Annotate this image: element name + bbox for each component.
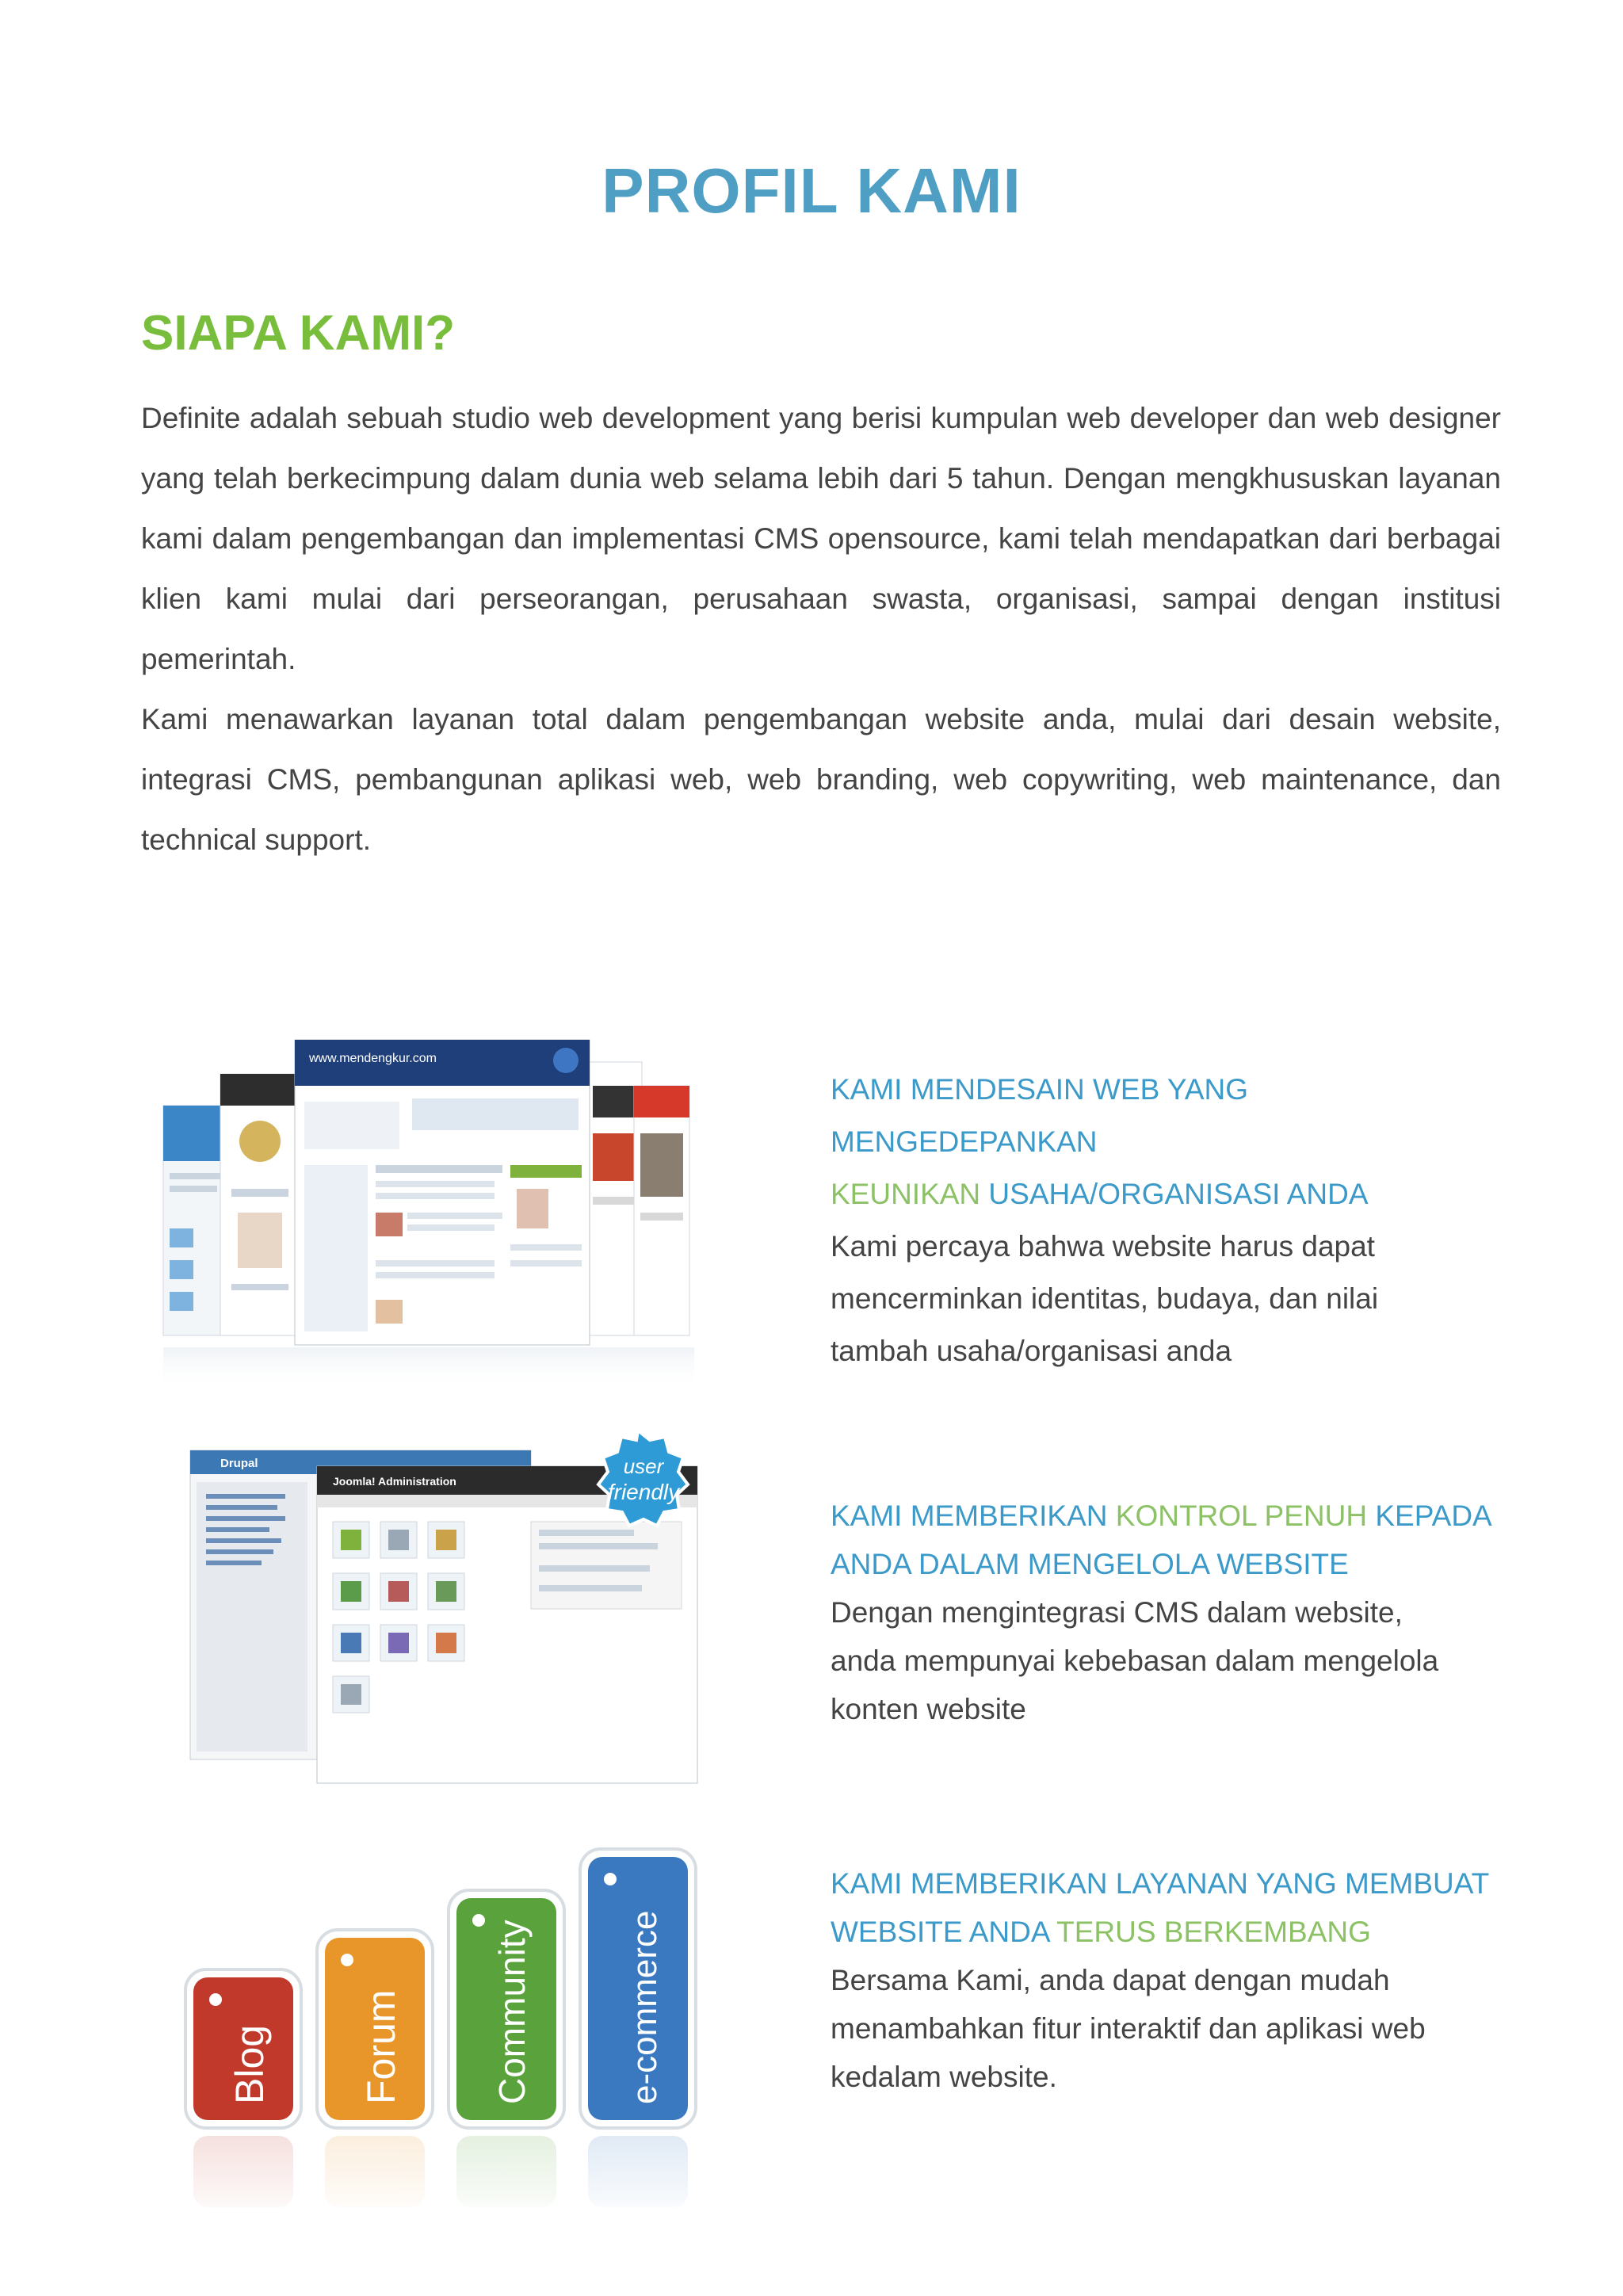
joomla-label: Joomla! Administration (333, 1475, 456, 1488)
feature-tags-image (182, 1843, 721, 2223)
feature-3-body (831, 1956, 1512, 2101)
tag-ecommerce (580, 1849, 696, 2128)
feature-3-body-line: Bersama Kami, anda dapat dengan mudah (831, 1964, 1390, 1996)
intro-paragraph-1: Definite adalah sebuah studio web development yang berisi kumpulan web developer dan web designer yang telah berkecimpung dalam dunia web selama lebih dari 5 tahun. Dengan mengkhususkan layanan kami dalam pengembangan dan implementasi CMS opensource, kami telah mendapatkan dari berbagai klien kami mulai dari perseorangan, perusahaan swasta, organisasi, sampai dengan institusi pemerintah. (141, 402, 1501, 675)
feature-1-heading-part2: USAHA/ORGANISASI ANDA (980, 1178, 1369, 1210)
badge-text-line2: friendly (607, 1480, 680, 1504)
mockup-site-url: www.mendengkur.com (309, 1052, 437, 1065)
tag-blog-label: Blog (227, 2024, 272, 2104)
mockup-card-right (586, 1062, 689, 1335)
feature-3-body-line: menambahkan fitur interaktif dan aplikasi web (831, 2012, 1426, 2045)
feature-3-heading-part1: KAMI MEMBERIKAN LAYANAN YANG MEMBUAT (831, 1867, 1490, 1900)
feature-3-heading-accent: TERUS BERKEMBANG (1056, 1916, 1371, 1948)
intro-paragraph-2: Kami menawarkan layanan total dalam pengembangan website anda, mulai dari desain website, integrasi CMS, pembangunan aplikasi web, web branding, web copywriting, web maintenance, dan technical support. (141, 703, 1501, 856)
page-title: PROFIL KAMI (601, 155, 1022, 226)
feature-1-body (831, 1221, 1512, 1377)
tag-community (449, 1890, 564, 2128)
feature-keep-growing (831, 1859, 1512, 2101)
feature-3-heading-line2: WEBSITE ANDA (831, 1916, 1057, 1948)
feature-3-heading (831, 1859, 1512, 1956)
tag-forum (317, 1930, 433, 2128)
feature-2-heading (831, 1492, 1512, 1588)
feature-2-heading-accent: KONTROL PENUH (1115, 1499, 1368, 1532)
tag-ecommerce-label: e-commerce (625, 1910, 664, 2104)
drupal-label: Drupal (220, 1457, 258, 1470)
website-mockups-image (158, 1030, 729, 1395)
feature-1-heading-accent: KEUNIKAN (831, 1178, 981, 1210)
feature-full-control (831, 1492, 1512, 1733)
feature-3-body-line: kedalam website. (831, 2061, 1057, 2093)
feature-2-heading-part2: KEPADA (1367, 1499, 1492, 1532)
intro-text (141, 388, 1501, 870)
badge-text-line1: user (623, 1454, 664, 1478)
mockup-card-profile (220, 1074, 300, 1335)
mockup-card-main (295, 1040, 590, 1345)
feature-2-body-line: konten website (831, 1693, 1026, 1725)
feature-2-body (831, 1588, 1512, 1733)
feature-1-body-line: mencerminkan identitas, budaya, dan nilai (831, 1282, 1379, 1315)
feature-1-body-line: Kami percaya bahwa website harus dapat (831, 1230, 1375, 1263)
tag-blog (185, 1969, 301, 2128)
user-friendly-badge (598, 1431, 688, 1526)
feature-unique-design (831, 1064, 1512, 1377)
feature-2-heading-line2: ANDA DALAM MENGELOLA WEBSITE (831, 1548, 1349, 1580)
tag-forum-label: Forum (359, 1989, 403, 2104)
feature-2-body-line: Dengan mengintegrasi CMS dalam website, (831, 1596, 1403, 1629)
feature-2-body-line: anda mempunyai kebebasan dalam mengelola (831, 1645, 1439, 1677)
feature-2-heading-part1: KAMI MEMBERIKAN (831, 1499, 1116, 1532)
cms-admin-image (182, 1423, 721, 1803)
tag-community-label: Community (491, 1920, 533, 2104)
section-heading: SIAPA KAMI? (141, 306, 456, 361)
feature-1-heading-part1: KAMI MENDESAIN WEB YANG MENGEDEPANKAN (831, 1073, 1248, 1158)
feature-1-body-line: tambah usaha/organisasi anda (831, 1335, 1232, 1367)
feature-1-heading (831, 1064, 1512, 1221)
